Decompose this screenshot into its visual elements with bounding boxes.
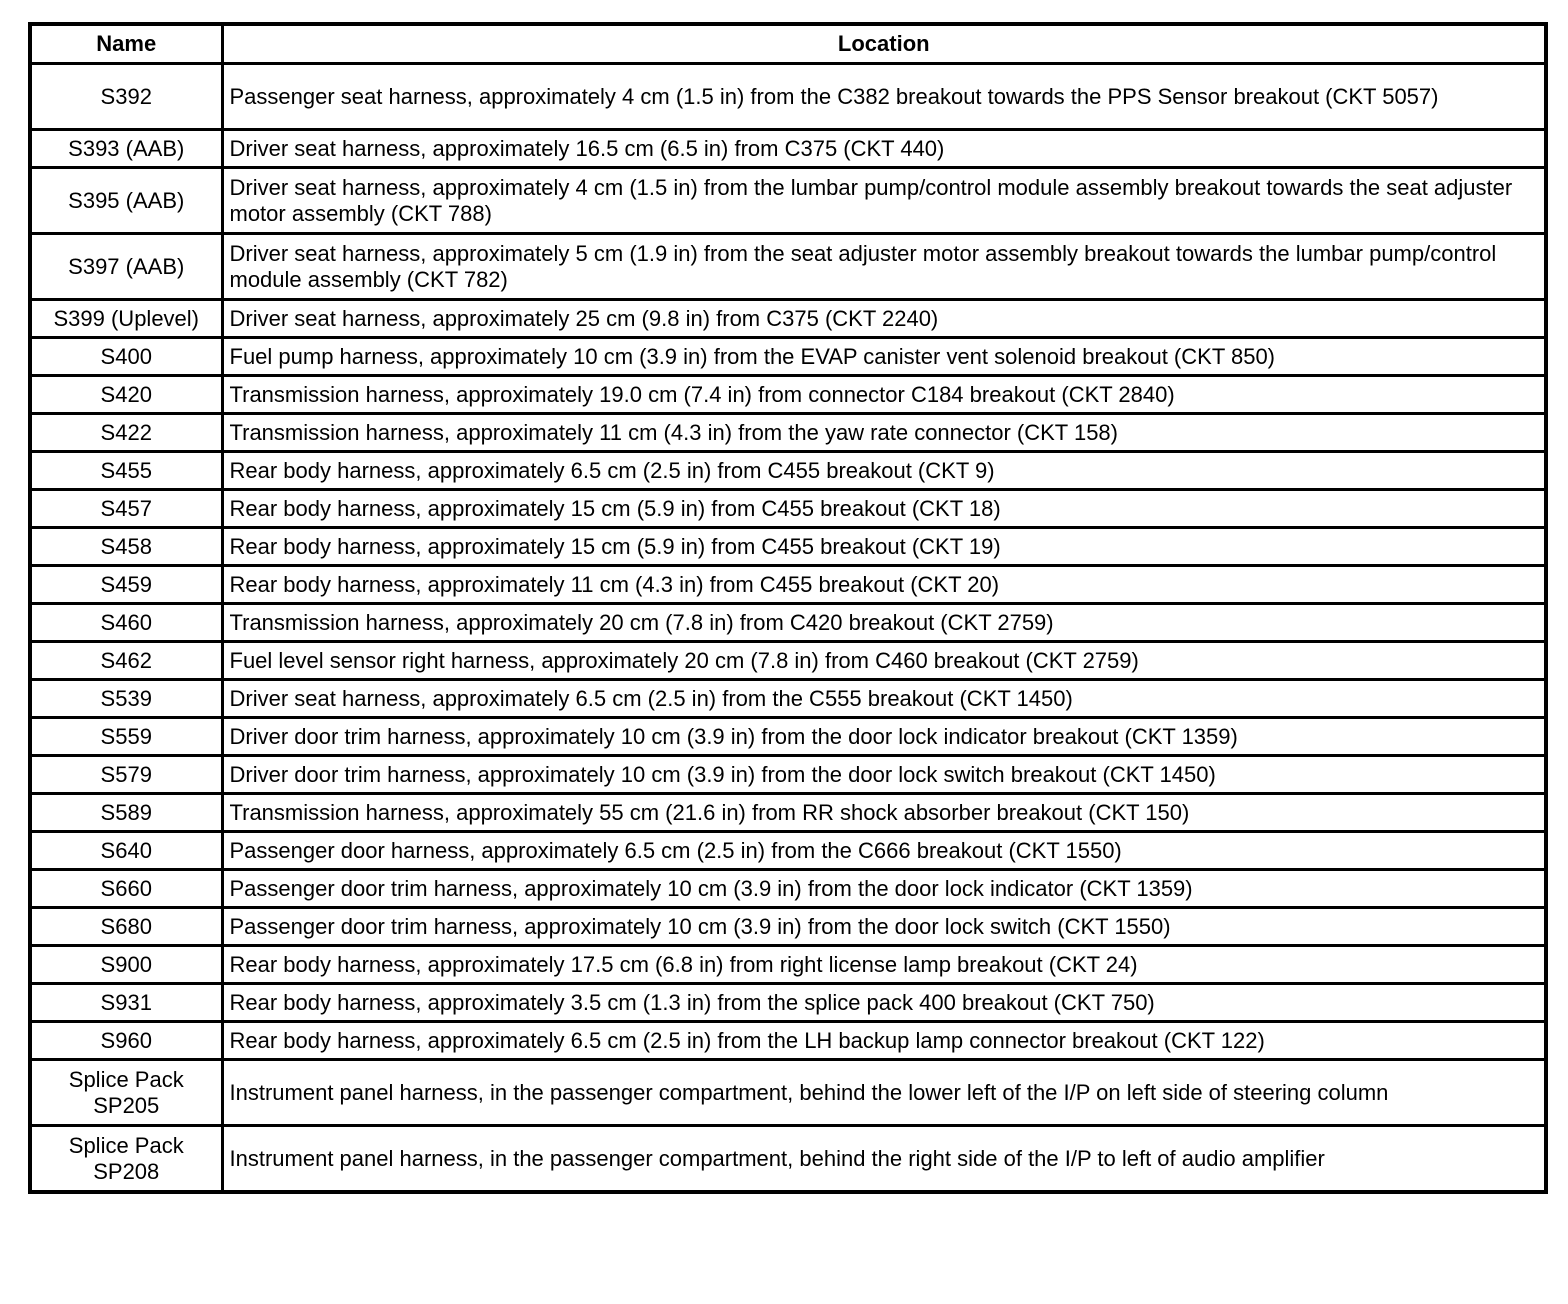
splice-location-cell: Rear body harness, approximately 6.5 cm (2.5 in) from the LH backup lamp connector breakout (CKT 122) [222,1022,1546,1060]
splice-location-cell: Passenger seat harness, approximately 4 cm (1.5 in) from the C382 breakout towards the PPS Sensor breakout (CKT 5057) [222,64,1546,130]
splice-location-cell: Passenger door trim harness, approximately 10 cm (3.9 in) from the door lock switch (CKT 1550) [222,908,1546,946]
splice-location-cell: Driver door trim harness, approximately 10 cm (3.9 in) from the door lock switch breakout (CKT 1450) [222,756,1546,794]
splice-location-cell: Instrument panel harness, in the passenger compartment, behind the right side of the I/P to left of audio amplifier [222,1126,1546,1193]
splice-name-cell: S422 [30,414,222,452]
splice-name-cell: S393 (AAB) [30,130,222,168]
splice-location-cell: Driver seat harness, approximately 25 cm (9.8 in) from C375 (CKT 2240) [222,300,1546,338]
header-name: Name [30,24,222,64]
splice-name-cell: S458 [30,528,222,566]
table-row [30,984,1546,1022]
table-row [30,376,1546,414]
splice-location-cell: Rear body harness, approximately 15 cm (5.9 in) from C455 breakout (CKT 19) [222,528,1546,566]
table-row [30,756,1546,794]
table-row [30,234,1546,300]
splice-name-cell: S559 [30,718,222,756]
table-body [30,64,1546,1193]
table-row [30,300,1546,338]
splice-location-cell: Fuel pump harness, approximately 10 cm (3.9 in) from the EVAP canister vent solenoid breakout (CKT 850) [222,338,1546,376]
splice-name-cell: S900 [30,946,222,984]
splice-location-cell: Rear body harness, approximately 11 cm (4.3 in) from C455 breakout (CKT 20) [222,566,1546,604]
table-row [30,338,1546,376]
splice-name-cell: S399 (Uplevel) [30,300,222,338]
splice-name-cell: S460 [30,604,222,642]
table-row [30,168,1546,234]
splice-name-cell: S455 [30,452,222,490]
splice-location-cell: Transmission harness, approximately 19.0 cm (7.4 in) from connector C184 breakout (CKT 2840) [222,376,1546,414]
splice-name-cell: S960 [30,1022,222,1060]
splice-name-cell: S420 [30,376,222,414]
splice-location-cell: Rear body harness, approximately 6.5 cm (2.5 in) from C455 breakout (CKT 9) [222,452,1546,490]
splice-name-cell: S589 [30,794,222,832]
table-row [30,1022,1546,1060]
splice-location-cell: Driver seat harness, approximately 5 cm (1.9 in) from the seat adjuster motor assembly breakout towards the lumbar pump/control module assembly (CKT 782) [222,234,1546,300]
table-row [30,642,1546,680]
splice-location-cell: Transmission harness, approximately 20 cm (7.8 in) from C420 breakout (CKT 2759) [222,604,1546,642]
splice-name-cell: S680 [30,908,222,946]
table-header-row [30,24,1546,64]
table-row [30,452,1546,490]
splice-location-cell: Transmission harness, approximately 11 cm (4.3 in) from the yaw rate connector (CKT 158) [222,414,1546,452]
table-row [30,946,1546,984]
splice-location-cell: Instrument panel harness, in the passenger compartment, behind the lower left of the I/P on left side of steering column [222,1060,1546,1126]
splice-location-cell: Passenger door harness, approximately 6.5 cm (2.5 in) from the C666 breakout (CKT 1550) [222,832,1546,870]
splice-location-cell: Driver seat harness, approximately 6.5 cm (2.5 in) from the C555 breakout (CKT 1450) [222,680,1546,718]
table-row [30,414,1546,452]
splice-name-cell: S395 (AAB) [30,168,222,234]
table-row [30,604,1546,642]
table-row [30,794,1546,832]
table-row [30,130,1546,168]
splice-name-cell: S397 (AAB) [30,234,222,300]
splice-name-cell: S400 [30,338,222,376]
table-row [30,908,1546,946]
table-row [30,718,1546,756]
splice-name-cell: S579 [30,756,222,794]
splice-location-cell: Transmission harness, approximately 55 cm (21.6 in) from RR shock absorber breakout (CKT 150) [222,794,1546,832]
splice-location-cell: Passenger door trim harness, approximately 10 cm (3.9 in) from the door lock indicator (CKT 1359) [222,870,1546,908]
splice-name-cell: S539 [30,680,222,718]
splice-name-cell: S462 [30,642,222,680]
splice-location-cell: Fuel level sensor right harness, approximately 20 cm (7.8 in) from C460 breakout (CKT 2759) [222,642,1546,680]
splice-location-cell: Rear body harness, approximately 17.5 cm (6.8 in) from right license lamp breakout (CKT 24) [222,946,1546,984]
splice-name-cell: S457 [30,490,222,528]
table-row [30,1060,1546,1126]
splice-location-table [28,22,1548,1194]
table-row [30,528,1546,566]
splice-name-cell: S392 [30,64,222,130]
splice-name-cell: Splice Pack SP208 [30,1126,222,1193]
table-row [30,1126,1546,1193]
table-row [30,680,1546,718]
table-row [30,566,1546,604]
splice-name-cell: S640 [30,832,222,870]
splice-name-cell: S459 [30,566,222,604]
header-location: Location [222,24,1546,64]
splice-location-cell: Driver door trim harness, approximately 10 cm (3.9 in) from the door lock indicator breakout (CKT 1359) [222,718,1546,756]
splice-name-cell: S660 [30,870,222,908]
table-row [30,64,1546,130]
splice-location-table-container [28,22,1544,1194]
table-row [30,490,1546,528]
splice-location-cell: Rear body harness, approximately 3.5 cm (1.3 in) from the splice pack 400 breakout (CKT 750) [222,984,1546,1022]
table-row [30,832,1546,870]
splice-location-cell: Driver seat harness, approximately 4 cm (1.5 in) from the lumbar pump/control module assembly breakout towards the seat adjuster motor assembly (CKT 788) [222,168,1546,234]
splice-location-cell: Driver seat harness, approximately 16.5 cm (6.5 in) from C375 (CKT 440) [222,130,1546,168]
splice-location-cell: Rear body harness, approximately 15 cm (5.9 in) from C455 breakout (CKT 18) [222,490,1546,528]
table-row [30,870,1546,908]
splice-name-cell: Splice Pack SP205 [30,1060,222,1126]
splice-name-cell: S931 [30,984,222,1022]
